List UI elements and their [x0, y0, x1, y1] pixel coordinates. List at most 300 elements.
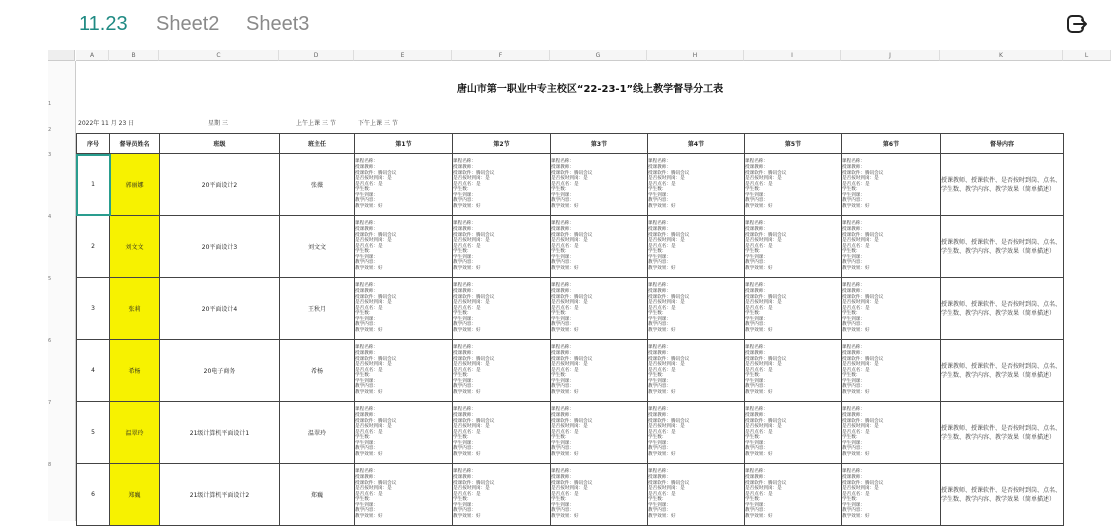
- header-head-teacher[interactable]: 班主任: [280, 134, 355, 154]
- cell-supervision-content[interactable]: 授课教师、授课软件、是否按时到岗、点名、学生数、教学内容、教学效果（简单描述）: [941, 216, 1064, 278]
- period-detail-line: 学生数：: [453, 497, 472, 503]
- period-detail-line: 是否按时到岗：是: [745, 424, 782, 430]
- period-detail-line: 课程名称：: [745, 159, 768, 165]
- period-detail-line: 教学内容：: [551, 198, 574, 204]
- period-detail-line: 学生到课：: [355, 502, 378, 508]
- period-detail-line: 教学效果：好: [453, 328, 481, 334]
- afternoon-classes-text: 下午上课 三 节: [358, 120, 398, 127]
- period-detail-line: 授课软件：腾讯会议: [453, 294, 495, 300]
- period-detail-line: 教学内容：: [551, 322, 574, 328]
- period-detail-line: 授课教师：: [355, 412, 378, 418]
- cell-period-5[interactable]: [745, 154, 842, 216]
- period-detail-line: 是否点名：是: [551, 305, 579, 311]
- cell-class[interactable]: 20平面设计2: [160, 154, 280, 216]
- cell-period-6[interactable]: [842, 464, 941, 526]
- cell-period-6[interactable]: [842, 278, 941, 340]
- period-detail-line: 教学效果：好: [551, 328, 579, 334]
- supervision-table: [76, 133, 1064, 526]
- header-seq[interactable]: 序号: [77, 134, 110, 154]
- period-detail-line: 学生数：: [842, 187, 861, 193]
- column-header-d[interactable]: D: [279, 50, 354, 61]
- period-detail-line: 教学效果：好: [453, 266, 481, 272]
- period-detail-line: 教学效果：好: [745, 514, 773, 520]
- period-detail-line: 教学内容：: [745, 384, 768, 390]
- period-detail-line: 是否点名：是: [842, 367, 870, 373]
- period-detail-line: 是否按时到岗：是: [648, 424, 685, 430]
- cell-period-6[interactable]: [842, 402, 941, 464]
- cell-period-1[interactable]: [355, 402, 453, 464]
- cell-period-4[interactable]: [648, 216, 745, 278]
- cell-seq[interactable]: 6: [77, 464, 110, 526]
- period-detail-line: 是否按时到岗：是: [453, 362, 490, 368]
- period-detail-line: 是否点名：是: [355, 181, 383, 187]
- header-period-2[interactable]: 第2节: [453, 134, 551, 154]
- cell-period-2[interactable]: [453, 278, 551, 340]
- row-header[interactable]: 1: [48, 101, 52, 107]
- column-header-a[interactable]: A: [76, 50, 109, 61]
- period-detail-line: 学生数：: [745, 187, 764, 193]
- header-period-1[interactable]: 第1节: [355, 134, 453, 154]
- period-detail-line: 课程名称：: [842, 159, 865, 165]
- period-detail-line: 是否按时到岗：是: [355, 238, 392, 244]
- period-detail-line: 课程名称：: [551, 159, 574, 165]
- header-supervision-content[interactable]: 督导内容: [941, 134, 1064, 154]
- period-detail-line: 学生到课：: [551, 254, 574, 260]
- period-detail-line: 学生到课：: [355, 440, 378, 446]
- period-detail-line: 授课软件：腾讯会议: [648, 418, 690, 424]
- period-detail-line: 学生数：: [745, 373, 764, 379]
- cell-class[interactable]: 21级计算机平面设计2: [160, 464, 280, 526]
- header-supervisor[interactable]: 督导员姓名: [110, 134, 160, 154]
- period-detail-line: 授课教师：: [551, 474, 574, 480]
- period-detail-line: 是否按时到岗：是: [648, 238, 685, 244]
- cell-period-5[interactable]: [745, 278, 842, 340]
- period-detail-line: 是否点名：是: [745, 429, 773, 435]
- row-header[interactable]: 5: [48, 276, 52, 282]
- cell-head-teacher[interactable]: 郑巍: [280, 464, 355, 526]
- cell-head-teacher[interactable]: 刘文文: [280, 216, 355, 278]
- period-detail-line: 授课教师：: [453, 412, 476, 418]
- period-detail-line: 是否点名：是: [551, 367, 579, 373]
- period-detail-line: 授课教师：: [842, 350, 865, 356]
- cell-period-5[interactable]: [745, 216, 842, 278]
- period-detail-line: 是否按时到岗：是: [551, 238, 588, 244]
- period-detail-line: 教学内容：: [551, 446, 574, 452]
- period-detail-line: 学生到课：: [551, 502, 574, 508]
- morning-classes-text: 上午上课 三 节: [296, 120, 336, 127]
- sheet-tab-bar: [0, 0, 1111, 50]
- period-detail-line: 教学内容：: [745, 322, 768, 328]
- period-detail-line: 学生到课：: [355, 192, 378, 198]
- column-header-b[interactable]: B: [109, 50, 159, 61]
- cell-head-teacher[interactable]: 张薇: [280, 154, 355, 216]
- period-detail-line: 教学内容：: [551, 384, 574, 390]
- cell-period-6[interactable]: [842, 340, 941, 402]
- cell-seq[interactable]: 2: [77, 216, 110, 278]
- period-detail-line: 是否按时到岗：是: [453, 486, 490, 492]
- period-detail-line: 授课教师：: [453, 226, 476, 232]
- period-detail-line: 教学效果：好: [551, 452, 579, 458]
- cell-period-4[interactable]: [648, 154, 745, 216]
- period-detail-line: 学生数：: [355, 249, 374, 255]
- period-detail-line: 学生到课：: [551, 440, 574, 446]
- period-detail-line: 课程名称：: [551, 469, 574, 475]
- period-detail-line: 是否点名：是: [648, 367, 676, 373]
- period-detail-line: 学生数：: [551, 435, 570, 441]
- period-detail-line: 是否按时到岗：是: [551, 176, 588, 182]
- period-detail-line: 授课教师：: [842, 288, 865, 294]
- period-detail-line: 授课软件：腾讯会议: [648, 232, 690, 238]
- period-detail-line: 教学效果：好: [551, 204, 579, 210]
- period-detail-line: 教学效果：好: [355, 266, 383, 272]
- period-detail-line: 教学内容：: [842, 384, 865, 390]
- period-detail-line: 授课教师：: [648, 350, 671, 356]
- cell-period-3[interactable]: [551, 402, 648, 464]
- period-detail-line: 授课教师：: [842, 474, 865, 480]
- cell-period-2[interactable]: [453, 340, 551, 402]
- period-detail-line: 授课软件：腾讯会议: [551, 480, 593, 486]
- period-detail-line: 教学效果：好: [648, 266, 676, 272]
- period-detail-line: 课程名称：: [453, 283, 476, 289]
- period-detail-line: 教学内容：: [648, 384, 671, 390]
- cell-period-3[interactable]: [551, 464, 648, 526]
- period-detail-line: 授课教师：: [551, 350, 574, 356]
- period-detail-line: 学生到课：: [453, 502, 476, 508]
- period-detail-line: 教学内容：: [842, 322, 865, 328]
- header-row: [77, 134, 1064, 154]
- period-detail-line: 教学效果：好: [745, 204, 773, 210]
- period-detail-line: 授课教师：: [745, 412, 768, 418]
- cell-supervisor[interactable]: 刘文文: [110, 216, 160, 278]
- period-detail-line: 是否点名：是: [842, 243, 870, 249]
- period-detail-line: 授课软件：腾讯会议: [355, 480, 397, 486]
- period-detail-line: 教学内容：: [648, 260, 671, 266]
- period-detail-line: 授课教师：: [842, 226, 865, 232]
- period-detail-line: 授课软件：腾讯会议: [648, 356, 690, 362]
- period-detail-line: 学生数：: [551, 311, 570, 317]
- period-detail-line: 是否按时到岗：是: [745, 362, 782, 368]
- period-detail-line: 学生到课：: [453, 378, 476, 384]
- cell-supervisor[interactable]: 张莉: [110, 278, 160, 340]
- period-detail-line: 授课软件：腾讯会议: [355, 418, 397, 424]
- period-detail-line: 教学效果：好: [842, 390, 870, 396]
- period-detail-line: 教学内容：: [842, 260, 865, 266]
- cell-period-2[interactable]: [453, 216, 551, 278]
- row-header[interactable]: 8: [48, 462, 52, 468]
- period-detail-line: 授课教师：: [551, 412, 574, 418]
- period-detail-line: 是否按时到岗：是: [355, 424, 392, 430]
- period-detail-line: 学生数：: [745, 435, 764, 441]
- period-detail-line: 授课软件：腾讯会议: [745, 170, 787, 176]
- cell-period-1[interactable]: [355, 340, 453, 402]
- tab-sheet2[interactable]: Sheet2: [156, 13, 220, 35]
- cell-period-1[interactable]: [355, 216, 453, 278]
- cell-period-1[interactable]: [355, 154, 453, 216]
- column-header-h[interactable]: H: [647, 50, 744, 61]
- period-detail-line: 教学效果：好: [453, 390, 481, 396]
- period-detail-line: 是否按时到岗：是: [551, 486, 588, 492]
- period-detail-line: 教学内容：: [648, 446, 671, 452]
- cell-period-1[interactable]: [355, 278, 453, 340]
- period-detail-line: 是否点名：是: [551, 429, 579, 435]
- period-detail-line: 是否点名：是: [648, 305, 676, 311]
- cell-class[interactable]: 20平面设计3: [160, 216, 280, 278]
- share-icon[interactable]: [1066, 13, 1088, 35]
- period-detail-line: 学生到课：: [453, 254, 476, 260]
- period-detail-line: 是否按时到岗：是: [355, 362, 392, 368]
- period-detail-line: 是否按时到岗：是: [551, 362, 588, 368]
- cell-seq[interactable]: 5: [77, 402, 110, 464]
- period-detail-line: 是否按时到岗：是: [551, 424, 588, 430]
- period-detail-line: 课程名称：: [648, 407, 671, 413]
- period-detail-line: 课程名称：: [453, 159, 476, 165]
- period-detail-line: 授课软件：腾讯会议: [745, 294, 787, 300]
- period-detail-line: 是否按时到岗：是: [842, 300, 879, 306]
- period-detail-line: 授课教师：: [648, 164, 671, 170]
- row-header[interactable]: 7: [48, 400, 52, 406]
- period-detail-line: 学生到课：: [551, 378, 574, 384]
- period-detail-line: 授课教师：: [842, 412, 865, 418]
- period-detail-line: 学生到课：: [842, 254, 865, 260]
- cell-supervisor[interactable]: 郭丽娜: [110, 154, 160, 216]
- period-detail-line: 课程名称：: [355, 407, 378, 413]
- period-detail-line: 学生到课：: [745, 440, 768, 446]
- period-detail-line: 课程名称：: [842, 283, 865, 289]
- cell-period-4[interactable]: [648, 340, 745, 402]
- period-detail-line: 教学效果：好: [453, 204, 481, 210]
- period-detail-line: 是否按时到岗：是: [745, 300, 782, 306]
- period-detail-line: 教学效果：好: [355, 452, 383, 458]
- cell-period-3[interactable]: [551, 340, 648, 402]
- spreadsheet-view[interactable]: [0, 50, 1111, 520]
- period-detail-line: 授课教师：: [551, 226, 574, 232]
- cell-supervision-content[interactable]: 授课教师、授课软件、是否按时到岗、点名、学生数、教学内容、教学效果（简单描述）: [941, 402, 1064, 464]
- column-header-c[interactable]: C: [159, 50, 279, 61]
- period-detail-line: 课程名称：: [745, 283, 768, 289]
- period-detail-line: 是否点名：是: [745, 243, 773, 249]
- period-detail-line: 课程名称：: [745, 345, 768, 351]
- cell-period-5[interactable]: [745, 402, 842, 464]
- week-text: 星期 三: [208, 120, 228, 127]
- period-detail-line: 教学效果：好: [842, 204, 870, 210]
- period-detail-line: 是否点名：是: [842, 181, 870, 187]
- period-detail-line: 学生数：: [355, 187, 374, 193]
- period-detail-line: 学生数：: [842, 435, 861, 441]
- period-detail-line: 授课教师：: [648, 412, 671, 418]
- period-detail-line: 课程名称：: [551, 283, 574, 289]
- period-detail-line: 教学内容：: [453, 260, 476, 266]
- period-detail-line: 教学效果：好: [745, 452, 773, 458]
- period-detail-line: 教学内容：: [842, 446, 865, 452]
- period-detail-line: 授课软件：腾讯会议: [355, 294, 397, 300]
- header-period-4[interactable]: 第4节: [648, 134, 745, 154]
- column-header-j[interactable]: J: [841, 50, 940, 61]
- cell-period-2[interactable]: [453, 402, 551, 464]
- period-detail-line: 学生数：: [842, 249, 861, 255]
- period-detail-line: 课程名称：: [355, 283, 378, 289]
- period-detail-line: 课程名称：: [648, 469, 671, 475]
- cell-period-4[interactable]: [648, 278, 745, 340]
- column-header-e[interactable]: E: [354, 50, 452, 61]
- cell-period-4[interactable]: [648, 402, 745, 464]
- cell-period-6[interactable]: [842, 216, 941, 278]
- period-detail-line: 授课教师：: [648, 226, 671, 232]
- period-detail-line: 是否按时到岗：是: [842, 486, 879, 492]
- cell-period-1[interactable]: [355, 464, 453, 526]
- period-detail-line: 教学内容：: [745, 260, 768, 266]
- period-detail-line: 学生到课：: [842, 440, 865, 446]
- cell-period-5[interactable]: [745, 340, 842, 402]
- cell-supervisor[interactable]: 温翠玲: [110, 402, 160, 464]
- period-detail-line: 学生到课：: [745, 316, 768, 322]
- header-class[interactable]: 班级: [160, 134, 280, 154]
- period-detail-line: 是否点名：是: [745, 181, 773, 187]
- period-detail-line: 教学内容：: [453, 322, 476, 328]
- cell-period-2[interactable]: [453, 464, 551, 526]
- period-detail-line: 授课软件：腾讯会议: [648, 294, 690, 300]
- period-detail-line: 学生数：: [648, 187, 667, 193]
- period-detail-line: 课程名称：: [355, 221, 378, 227]
- tab-sheet3[interactable]: Sheet3: [246, 13, 310, 35]
- period-detail-line: 授课教师：: [453, 350, 476, 356]
- period-detail-line: 教学效果：好: [551, 390, 579, 396]
- period-detail-line: 是否点名：是: [453, 181, 481, 187]
- period-detail-line: 授课软件：腾讯会议: [648, 170, 690, 176]
- period-detail-line: 是否点名：是: [355, 429, 383, 435]
- cell-class[interactable]: 20平面设计4: [160, 278, 280, 340]
- cell-class[interactable]: 21级计算机平面设计1: [160, 402, 280, 464]
- row-header[interactable]: 2: [48, 127, 52, 133]
- tab-11-23[interactable]: 11.23: [79, 13, 128, 35]
- period-detail-line: 学生到课：: [453, 192, 476, 198]
- cell-period-5[interactable]: [745, 464, 842, 526]
- table-row: [77, 464, 1064, 526]
- period-detail-line: 学生数：: [745, 311, 764, 317]
- period-detail-line: 授课软件：腾讯会议: [551, 170, 593, 176]
- table-row: [77, 154, 1064, 216]
- period-detail-line: 授课教师：: [453, 288, 476, 294]
- header-period-3[interactable]: 第3节: [551, 134, 648, 154]
- period-detail-line: 是否按时到岗：是: [648, 486, 685, 492]
- period-detail-line: 课程名称：: [551, 407, 574, 413]
- cell-supervision-content[interactable]: 授课教师、授课软件、是否按时到岗、点名、学生数、教学内容、教学效果（简单描述）: [941, 464, 1064, 526]
- cell-supervision-content[interactable]: 授课教师、授课软件、是否按时到岗、点名、学生数、教学内容、教学效果（简单描述）: [941, 154, 1064, 216]
- period-detail-line: 授课软件：腾讯会议: [551, 294, 593, 300]
- period-detail-line: 教学效果：好: [648, 328, 676, 334]
- period-detail-line: 授课软件：腾讯会议: [453, 356, 495, 362]
- select-all-corner[interactable]: [48, 50, 75, 61]
- cell-head-teacher[interactable]: 王秋月: [280, 278, 355, 340]
- column-header-i[interactable]: I: [744, 50, 841, 61]
- period-detail-line: 学生到课：: [453, 440, 476, 446]
- period-detail-line: 学生数：: [842, 311, 861, 317]
- header-period-6[interactable]: 第6节: [842, 134, 941, 154]
- period-detail-line: 教学内容：: [551, 260, 574, 266]
- period-detail-line: 授课教师：: [745, 226, 768, 232]
- period-detail-line: 学生数：: [745, 249, 764, 255]
- period-detail-line: 授课软件：腾讯会议: [842, 170, 884, 176]
- column-header-f[interactable]: F: [452, 50, 550, 61]
- cell-supervisor[interactable]: 希杨: [110, 340, 160, 402]
- period-detail-line: 课程名称：: [842, 221, 865, 227]
- period-detail-line: 教学效果：好: [355, 514, 383, 520]
- cell-head-teacher[interactable]: 温翠玲: [280, 402, 355, 464]
- period-detail-line: 是否按时到岗：是: [745, 238, 782, 244]
- period-detail-line: 授课教师：: [355, 350, 378, 356]
- period-detail-line: 是否点名：是: [842, 491, 870, 497]
- period-detail-line: 授课软件：腾讯会议: [842, 232, 884, 238]
- period-detail-line: 教学内容：: [453, 198, 476, 204]
- period-detail-line: 课程名称：: [355, 345, 378, 351]
- cell-period-3[interactable]: [551, 278, 648, 340]
- cell-seq[interactable]: 3: [77, 278, 110, 340]
- cell-supervision-content[interactable]: 授课教师、授课软件、是否按时到岗、点名、学生数、教学内容、教学效果（简单描述）: [941, 340, 1064, 402]
- period-detail-line: 授课教师：: [551, 164, 574, 170]
- period-detail-line: 课程名称：: [745, 469, 768, 475]
- cell-period-6[interactable]: [842, 154, 941, 216]
- period-detail-line: 教学效果：好: [355, 328, 383, 334]
- cell-period-3[interactable]: [551, 154, 648, 216]
- period-detail-line: 是否按时到岗：是: [842, 238, 879, 244]
- period-detail-line: 教学效果：好: [648, 452, 676, 458]
- period-detail-line: 是否按时到岗：是: [648, 300, 685, 306]
- period-detail-line: 授课软件：腾讯会议: [453, 418, 495, 424]
- period-detail-line: 教学效果：好: [551, 266, 579, 272]
- period-detail-line: 教学效果：好: [745, 390, 773, 396]
- period-detail-line: 学生到课：: [648, 502, 671, 508]
- period-detail-line: 学生数：: [355, 497, 374, 503]
- cell-class[interactable]: 20电子商务: [160, 340, 280, 402]
- period-detail-line: 是否点名：是: [648, 181, 676, 187]
- period-detail-line: 学生到课：: [648, 254, 671, 260]
- cell-supervisor[interactable]: 郑巍: [110, 464, 160, 526]
- column-header-k[interactable]: K: [940, 50, 1063, 61]
- cell-head-teacher[interactable]: 希杨: [280, 340, 355, 402]
- period-detail-line: 是否按时到岗：是: [745, 176, 782, 182]
- period-detail-line: 是否按时到岗：是: [551, 300, 588, 306]
- period-detail-line: 授课软件：腾讯会议: [355, 170, 397, 176]
- period-detail-line: 课程名称：: [648, 159, 671, 165]
- period-detail-line: 学生数：: [842, 373, 861, 379]
- period-detail-line: 授课教师：: [355, 474, 378, 480]
- cell-period-4[interactable]: [648, 464, 745, 526]
- period-detail-line: 教学效果：好: [355, 390, 383, 396]
- row-header[interactable]: 3: [48, 152, 52, 158]
- period-detail-line: 教学内容：: [355, 260, 378, 266]
- header-period-5[interactable]: 第5节: [745, 134, 842, 154]
- period-detail-line: 授课教师：: [355, 288, 378, 294]
- row-header[interactable]: 6: [48, 338, 52, 344]
- cell-period-3[interactable]: [551, 216, 648, 278]
- cell-seq[interactable]: 4: [77, 340, 110, 402]
- period-detail-line: 是否按时到岗：是: [842, 424, 879, 430]
- cell-period-2[interactable]: [453, 154, 551, 216]
- period-detail-line: 学生到课：: [648, 316, 671, 322]
- column-header-l[interactable]: L: [1063, 50, 1111, 61]
- period-detail-line: 授课教师：: [745, 474, 768, 480]
- period-detail-line: 学生数：: [355, 311, 374, 317]
- period-detail-line: 教学效果：好: [842, 266, 870, 272]
- period-detail-line: 课程名称：: [355, 159, 378, 165]
- period-detail-line: 课程名称：: [453, 407, 476, 413]
- column-header-g[interactable]: G: [550, 50, 647, 61]
- cell-seq[interactable]: 1: [77, 154, 110, 216]
- table-row: [77, 216, 1064, 278]
- cell-supervision-content[interactable]: 授课教师、授课软件、是否按时到岗、点名、学生数、教学内容、教学效果（简单描述）: [941, 278, 1064, 340]
- row-header[interactable]: 4: [48, 214, 52, 220]
- period-detail-line: 教学内容：: [453, 384, 476, 390]
- period-detail-line: 授课软件：腾讯会议: [648, 480, 690, 486]
